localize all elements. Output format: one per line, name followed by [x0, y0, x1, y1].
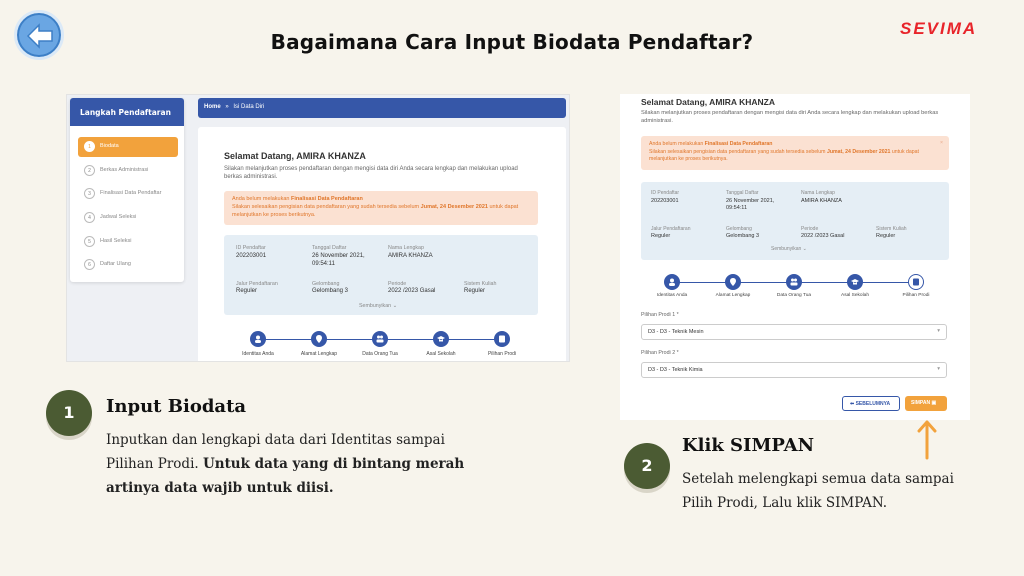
- breadcrumb-home[interactable]: Home: [204, 104, 221, 110]
- sidebar-step-hasil[interactable]: 5 Hasil Seleksi: [78, 232, 178, 252]
- chevron-down-icon: ▾: [937, 328, 940, 334]
- progress-identitas-2[interactable]: [664, 274, 680, 290]
- registrant-info-2: ID Pendaftar 202203001 Tanggal Daftar 26 November 2021, 09:54:11 Nama Lengkap AMIRA KHANZA Jalur Pendaftaran Reguler Gelombang Gelombang 3 Periode 2022 /2023 Gasal Sistem Kuliah Reguler Sembunyikan ⌄: [641, 182, 949, 260]
- prodi1-select[interactable]: D3 - D3 - Teknik Mesin ▾: [641, 324, 947, 340]
- progress-orang-tua-2[interactable]: [786, 274, 802, 290]
- sidebar-step-biodata[interactable]: 1 Biodata: [78, 137, 178, 157]
- step1-text: Inputkan dan lengkapi data dari Identitas sampai Pilihan Prodi. Untuk data yang di bintang merah artinya data wajib untuk diisi.: [106, 432, 465, 496]
- step1-badge: 1: [46, 390, 92, 436]
- welcome-title-2: Selamat Datang, AMIRA KHANZA: [641, 97, 775, 107]
- breadcrumb-sep: »: [225, 104, 229, 110]
- sidebar-title: Langkah Pendaftaran: [70, 98, 184, 126]
- step2-text: Setelah melengkapi semua data sampai Pilih Prodi, Lalu klik SIMPAN.: [682, 471, 954, 511]
- sidebar-step-finalisasi[interactable]: 3 Finalisasi Data Pendaftar: [78, 184, 178, 204]
- progress-orang-tua[interactable]: [372, 331, 388, 347]
- biodata-screenshot: [66, 94, 570, 362]
- close-icon[interactable]: ×: [939, 140, 943, 146]
- progress-identitas[interactable]: [250, 331, 266, 347]
- step2-badge: 2: [624, 443, 670, 489]
- person-icon: [668, 278, 676, 286]
- chevron-down-icon: ▾: [937, 366, 940, 372]
- sevima-logo: SEVIMA: [900, 19, 978, 38]
- person-icon: [254, 335, 262, 343]
- book-icon: [498, 335, 506, 343]
- page-title: Bagaimana Cara Input Biodata Pendaftar?: [270, 30, 754, 54]
- save-button[interactable]: SIMPAN ▣: [905, 396, 947, 411]
- graduation-cap-icon: [851, 278, 859, 286]
- map-pin-icon: [729, 278, 737, 286]
- book-icon: [912, 278, 920, 286]
- finalisasi-alert-2: Anda belum melakukan Finalisasi Data Pendaftaran Silakan selesaikan pengisian data pendaftaran yang sudah tersedia sebelum Jumat, 24 Desember 2021 untuk dapat melanjutkan ke proses berikutnya. ×: [641, 136, 949, 170]
- welcome-desc-2: Silakan melanjutkan proses pendaftaran dengan mengisi data diri Anda secara lengkap dan melakukan upload berkas administrasi.: [641, 110, 939, 124]
- welcome-desc: Silakan melanjutkan proses pendaftaran dengan mengisi data diri Anda secara lengkap dan melakukan upload berkas administrasi.: [224, 166, 518, 181]
- family-icon: [790, 278, 798, 286]
- step1-heading: Input Biodata: [106, 396, 247, 417]
- graduation-cap-icon: [437, 335, 445, 343]
- progress-prodi-2[interactable]: [908, 274, 924, 290]
- hide-toggle[interactable]: Sembunyikan ⌄: [359, 303, 398, 309]
- finalisasi-alert: Anda belum melakukan Finalisasi Data Pendaftaran Silakan selesaikan pengisian data pendaftaran yang sudah tersedia sebelum Jumat, 24 Desember 2021 untuk dapat melanjutkan ke proses berikutnya.: [224, 191, 538, 225]
- prodi-screenshot: Selamat Datang, AMIRA KHANZA Silakan melanjutkan proses pendaftaran dengan mengisi data diri Anda secara lengkap dan melakukan upload berkas administrasi. Anda belum melakukan Finalisasi Data Pendaftaran Silakan selesaikan pengisian data pendaftaran yang sudah tersedia sebelum Jumat, 24 Desember 2021 untuk dapat melanjutkan ke proses berikutnya. × ID Pendaftar 202203001 Tanggal Daftar 26 November 2021, 09:54:11 Nama Lengkap AMIRA KHANZA Jalur Pendaftaran Reguler Gelombang Gelombang 3 Periode 2022 /2023 Gasal Sistem Kuliah Reguler Sembunyikan ⌄ Identitas Anda Alamat Lengkap Data Orang Tua Asal Sekolah Pilihan Prodi Pilihan Prodi 1 * D3 - D3 - Teknik Mesin ▾ Pilihan Prodi 2 * D3 - D3 - Teknik Kimia ▾ ⬅ SEBELUMNYA SIMPAN ▣: [620, 94, 970, 420]
- registrant-info: ID Pendaftar 202203001 Tanggal Daftar 26 November 2021, 09:54:11 Nama Lengkap AMIRA KHANZA Jalur Pendaftaran Reguler Gelombang Gelombang 3 Periode 2022 /2023 Gasal Sistem Kuliah Reguler Sembunyikan ⌄: [224, 235, 538, 315]
- breadcrumb-page: Isi Data Diri: [233, 104, 265, 110]
- arrow-left-icon: ⬅: [850, 401, 855, 407]
- arrow-up-icon: [915, 420, 939, 460]
- hide-toggle-2[interactable]: Sembunyikan ⌄: [771, 246, 807, 252]
- save-icon: ▣: [931, 400, 937, 406]
- main-card: Selamat Datang, AMIRA KHANZA Silakan melanjutkan proses pendaftaran dengan mengisi data diri Anda secara lengkap dan melakukan upload berkas administrasi. Anda belum melakukan Finalisasi Data Pendaftaran Silakan selesaikan pengisian data pendaftaran yang sudah tersedia sebelum Jumat, 24 Desember 2021 untuk dapat melanjutkan ke proses berikutnya. ID Pendaftar 202203001 Tanggal Daftar 26 November 2021, 09:54:11 Nama Lengkap AMIRA KHANZA Jalur Pendaftaran Reguler Gelombang Gelombang 3 Periode 2022 /2023 Gasal Sistem Kuliah Reguler Sembunyikan ⌄ Identitas Anda Alamat Lengkap Data Orang Tua Asal Sekolah Pilihan Prodi: [198, 127, 566, 362]
- sidebar-step-daftar-ulang[interactable]: 6 Daftar Ulang: [78, 255, 178, 275]
- progress-alamat[interactable]: [311, 331, 327, 347]
- welcome-title: Selamat Datang, AMIRA KHANZA: [224, 151, 366, 161]
- sidebar-step-berkas[interactable]: 2 Berkas Administrasi: [78, 161, 178, 181]
- map-pin-icon: [315, 335, 323, 343]
- progress-sekolah-2[interactable]: [847, 274, 863, 290]
- prodi1-label: Pilihan Prodi 1 *: [641, 312, 679, 318]
- progress-sekolah[interactable]: [433, 331, 449, 347]
- family-icon: [376, 335, 384, 343]
- steps-sidebar: [70, 98, 184, 282]
- progress-alamat-2[interactable]: [725, 274, 741, 290]
- previous-button[interactable]: ⬅ SEBELUMNYA: [842, 396, 900, 411]
- breadcrumb: [198, 98, 566, 118]
- prodi2-label: Pilihan Prodi 2 *: [641, 350, 679, 356]
- progress-prodi[interactable]: [494, 331, 510, 347]
- step2-heading: Klik SIMPAN: [682, 435, 815, 456]
- prodi2-select[interactable]: D3 - D3 - Teknik Kimia ▾: [641, 362, 947, 378]
- sidebar-step-jadwal[interactable]: 4 Jadwal Seleksi: [78, 208, 178, 228]
